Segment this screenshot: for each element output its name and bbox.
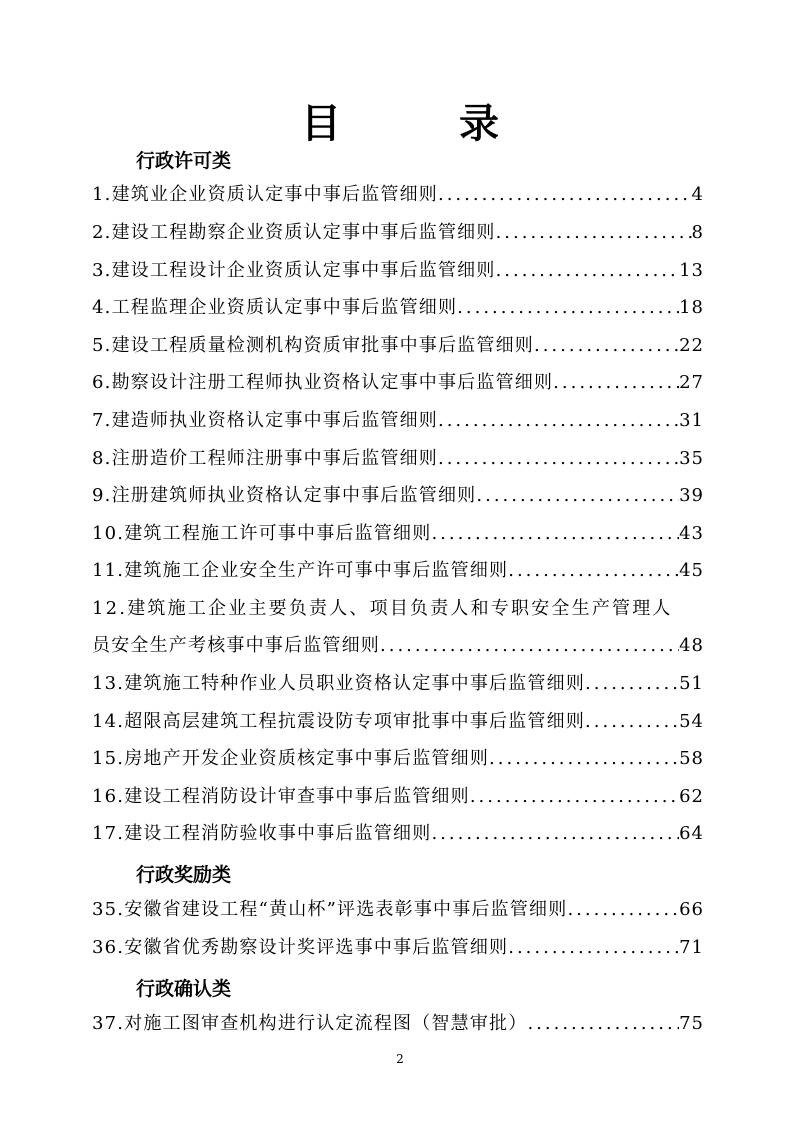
toc-entry-label: 5.建设工程质量检测机构资质审批事中事后监管细则 — [92, 335, 534, 356]
toc-entry-page: 39 — [679, 485, 704, 506]
toc-entry-16[interactable] — [92, 783, 704, 811]
toc-entry-page: 18 — [679, 297, 704, 318]
toc-entry-label: 16.建设工程消防设计审查事中事后监管细则 — [92, 786, 470, 807]
leader-dots — [585, 708, 679, 736]
leader-dots — [508, 557, 679, 585]
toc-entry-page: 27 — [679, 372, 704, 393]
toc-entry-2[interactable] — [92, 219, 704, 247]
toc-entry-13[interactable] — [92, 670, 704, 698]
leader-dots — [431, 520, 679, 548]
toc-entry-page: 8 — [691, 222, 704, 243]
toc-entry-12[interactable] — [92, 632, 704, 660]
toc-entry-label: 员安全生产考核事中事后监管细则 — [92, 635, 380, 656]
toc-entry-8[interactable] — [92, 445, 704, 473]
toc-entry-label: 2.建设工程勘察企业资质认定事中事后监管细则 — [92, 222, 496, 243]
toc-entry-page: 62 — [679, 786, 704, 807]
toc-entry-page: 22 — [679, 335, 704, 356]
leader-dots — [508, 934, 679, 962]
toc-entry-label: 15.房地产开发企业资质核定事中事后监管细则 — [92, 748, 490, 769]
leader-dots — [380, 632, 679, 660]
leader-dots — [496, 219, 692, 247]
toc-entry-page: 71 — [679, 937, 704, 958]
toc-entry-12-line1[interactable]: 12.建筑施工企业主要负责人、项目负责人和专职安全生产管理人 — [92, 598, 673, 619]
leader-dots — [457, 294, 679, 322]
leader-dots — [567, 896, 679, 924]
toc-entry-11[interactable] — [92, 557, 704, 585]
toc-entry-6[interactable] — [92, 369, 704, 397]
toc-entry-page: 35 — [679, 448, 704, 469]
toc-entry-10[interactable] — [92, 520, 704, 548]
leader-dots — [431, 820, 679, 848]
leader-dots — [438, 445, 679, 473]
toc-entry-35[interactable] — [92, 896, 704, 924]
toc-entry-label: 9.注册建筑师执业资格认定事中事后监管细则 — [92, 485, 477, 506]
toc-entry-page: 54 — [679, 711, 704, 732]
toc-entry-label: 10.建筑工程施工许可事中事后监管细则 — [92, 523, 432, 544]
toc-entry-14[interactable] — [92, 708, 704, 736]
section-heading-admin-award: 行政奖励类 — [136, 864, 232, 886]
toc-entry-label: 14.超限高层建筑工程抗震设防专项审批事中事后监管细则 — [92, 711, 586, 732]
toc-entry-3[interactable] — [92, 257, 704, 285]
toc-entry-label: 1.建筑业企业资质认定事中事后监管细则 — [92, 184, 438, 205]
toc-entry-label: 6.勘察设计注册工程师执业资格认定事中事后监管细则 — [92, 372, 554, 393]
toc-entry-37[interactable] — [92, 1010, 704, 1038]
toc-entry-label: 17.建设工程消防验收事中事后监管细则 — [92, 823, 432, 844]
leader-dots — [489, 745, 679, 773]
leader-dots — [585, 670, 679, 698]
toc-entry-36[interactable] — [92, 934, 704, 962]
toc-entry-label: 35.安徽省建设工程“黄山杯”评选表彰事中事后监管细则 — [92, 899, 568, 920]
toc-entry-page: 51 — [679, 673, 704, 694]
leader-dots — [553, 369, 679, 397]
toc-entry-label: 13.建筑施工特种作业人员职业资格认定事中事后监管细则 — [92, 673, 586, 694]
toc-entry-9[interactable] — [92, 482, 704, 510]
toc-entry-page: 43 — [679, 523, 704, 544]
toc-entry-page: 75 — [679, 1013, 704, 1034]
toc-entry-page: 48 — [679, 635, 704, 656]
section-heading-admin-permit: 行政许可类 — [136, 150, 232, 172]
toc-entry-17[interactable] — [92, 820, 704, 848]
leader-dots — [438, 181, 692, 209]
toc-entry-7[interactable] — [92, 407, 704, 435]
toc-entry-label: 8.注册造价工程师注册事中事后监管细则 — [92, 448, 438, 469]
page-number: 2 — [396, 1052, 404, 1066]
toc-entry-1[interactable] — [92, 181, 704, 209]
toc-entry-label: 37.对施工图审查机构进行认定流程图（智慧审批） — [92, 1013, 528, 1034]
leader-dots — [476, 482, 679, 510]
toc-entry-page: 13 — [679, 260, 704, 281]
toc-entry-4[interactable] — [92, 294, 704, 322]
toc-entry-label: 7.建造师执业资格认定事中事后监管细则 — [92, 410, 438, 431]
section-heading-admin-confirm: 行政确认类 — [136, 978, 232, 1000]
toc-entry-label: 4.工程监理企业资质认定事中事后监管细则 — [92, 297, 458, 318]
toc-entry-page: 58 — [679, 748, 704, 769]
leader-dots — [470, 783, 679, 811]
toc-title: 目 录 — [301, 101, 551, 147]
toc-entry-label: 11.建筑施工企业安全生产许可事中事后监管细则 — [92, 560, 509, 581]
toc-entry-page: 64 — [679, 823, 704, 844]
toc-entry-5[interactable] — [92, 332, 704, 360]
toc-entry-page: 45 — [679, 560, 704, 581]
toc-entry-page: 66 — [679, 899, 704, 920]
toc-entry-label: 3.建设工程设计企业资质认定事中事后监管细则 — [92, 260, 496, 281]
toc-entry-15[interactable] — [92, 745, 704, 773]
toc-entry-page: 31 — [679, 410, 704, 431]
leader-dots — [534, 332, 679, 360]
leader-dots — [496, 257, 680, 285]
toc-entry-page: 4 — [691, 184, 704, 205]
toc-entry-label: 36.安徽省优秀勘察设计奖评选事中事后监管细则 — [92, 937, 509, 958]
leader-dots — [438, 407, 679, 435]
leader-dots — [527, 1010, 679, 1038]
